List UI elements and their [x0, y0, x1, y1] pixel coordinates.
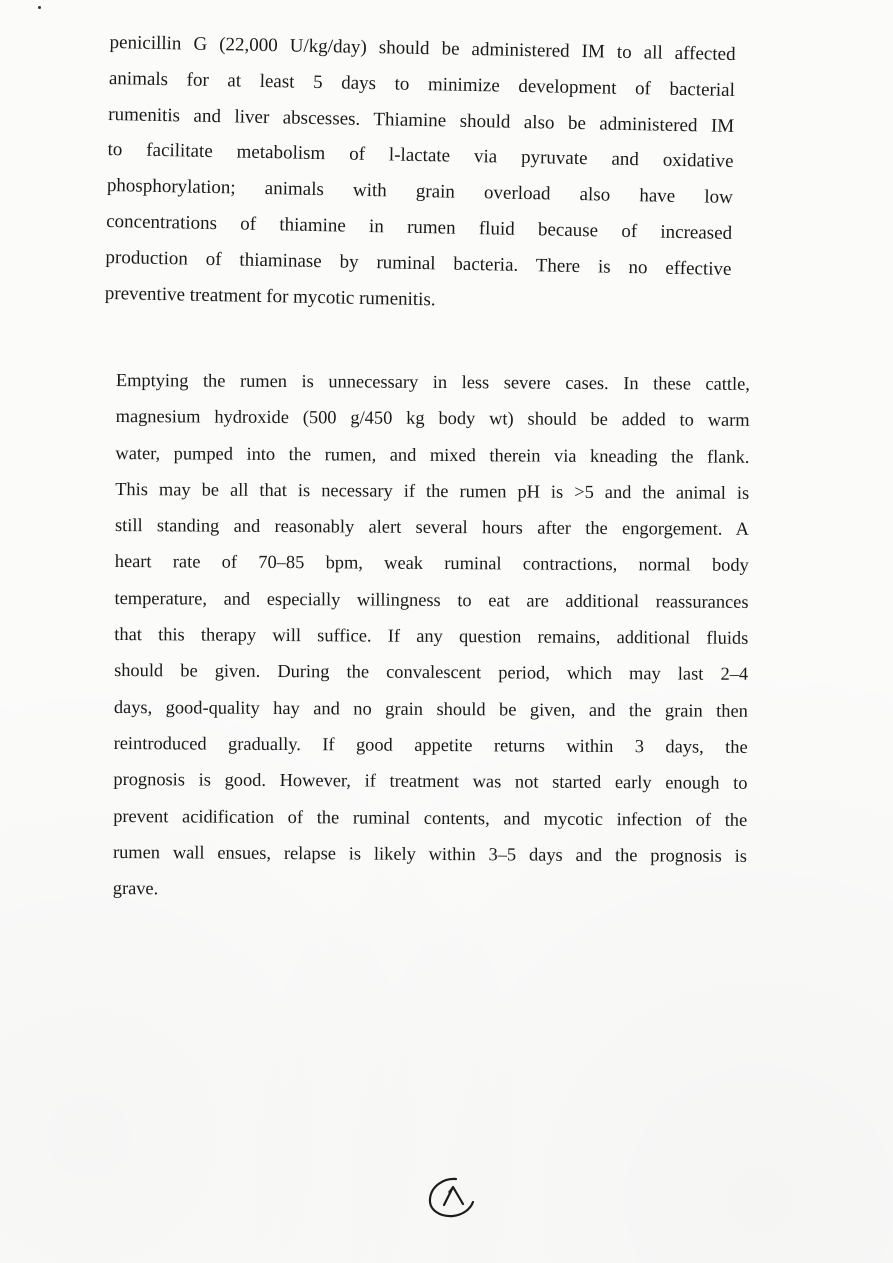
text-line: preventive treatment for mycotic rumenitis. — [104, 282, 436, 310]
text-line: penicillin G (22,000 U/kg/day) should be administered IM to all affected — [109, 31, 736, 66]
text-line: concentrations of thiamine in rumen fluid because of increased — [106, 210, 733, 244]
text-line: rumenitis and liver abscesses. Thiamine should also be administered IM — [108, 103, 735, 137]
text-line: magnesium hydroxide (500 g/450 kg body wt) should be added to warm — [115, 406, 750, 431]
paragraph-2 — [113, 362, 750, 910]
scan-speck — [38, 6, 41, 9]
text-line: prevent acidification of the ruminal contents, and mycotic infection of the — [113, 805, 748, 830]
text-line: rumen wall ensues, relapse is likely within 3–5 days and the prognosis is — [112, 841, 748, 866]
text-line: grave. — [112, 878, 159, 899]
text-line: phosphorylation; animals with grain overload also have low — [106, 175, 734, 209]
text-line: water, pumped into the rumen, and mixed therein via kneading the flank. — [115, 442, 750, 467]
text-line: that this therapy will suffice. If any question remains, additional fluids — [114, 624, 749, 648]
text-line: should be given. During the convalescent period, which may last 2–4 — [114, 660, 749, 685]
text-line: Emptying the rumen is unnecessary in less severe cases. In these cattle, — [115, 369, 750, 394]
text-line: days, good-quality hay and no grain should be given, and the grain then — [113, 696, 748, 721]
text-line: to facilitate metabolism of l-lactate via pyruvate and oxidative — [107, 139, 734, 173]
paragraph-1 — [105, 25, 736, 323]
text-line: animals for at least 5 days to minimize development of bacterial — [108, 67, 736, 101]
text-line: prognosis is good. However, if treatment was not started early enough to — [113, 769, 748, 794]
text-line: production of thiaminase by ruminal bacteria. There is no effective — [105, 246, 732, 280]
text-line: temperature, and especially willingness to eat are additional reassurances — [114, 587, 749, 612]
handwritten-circled-letter-icon — [426, 1172, 478, 1222]
text-line: heart rate of 70–85 bpm, weak ruminal contractions, normal body — [114, 551, 749, 576]
text-line: This may be all that is necessary if the rumen pH is >5 and the animal is — [115, 478, 750, 503]
text-line: still standing and reasonably alert several hours after the engorgement. A — [114, 515, 750, 540]
text-line: reintroduced gradually. If good appetite returns within 3 days, the — [113, 732, 748, 757]
